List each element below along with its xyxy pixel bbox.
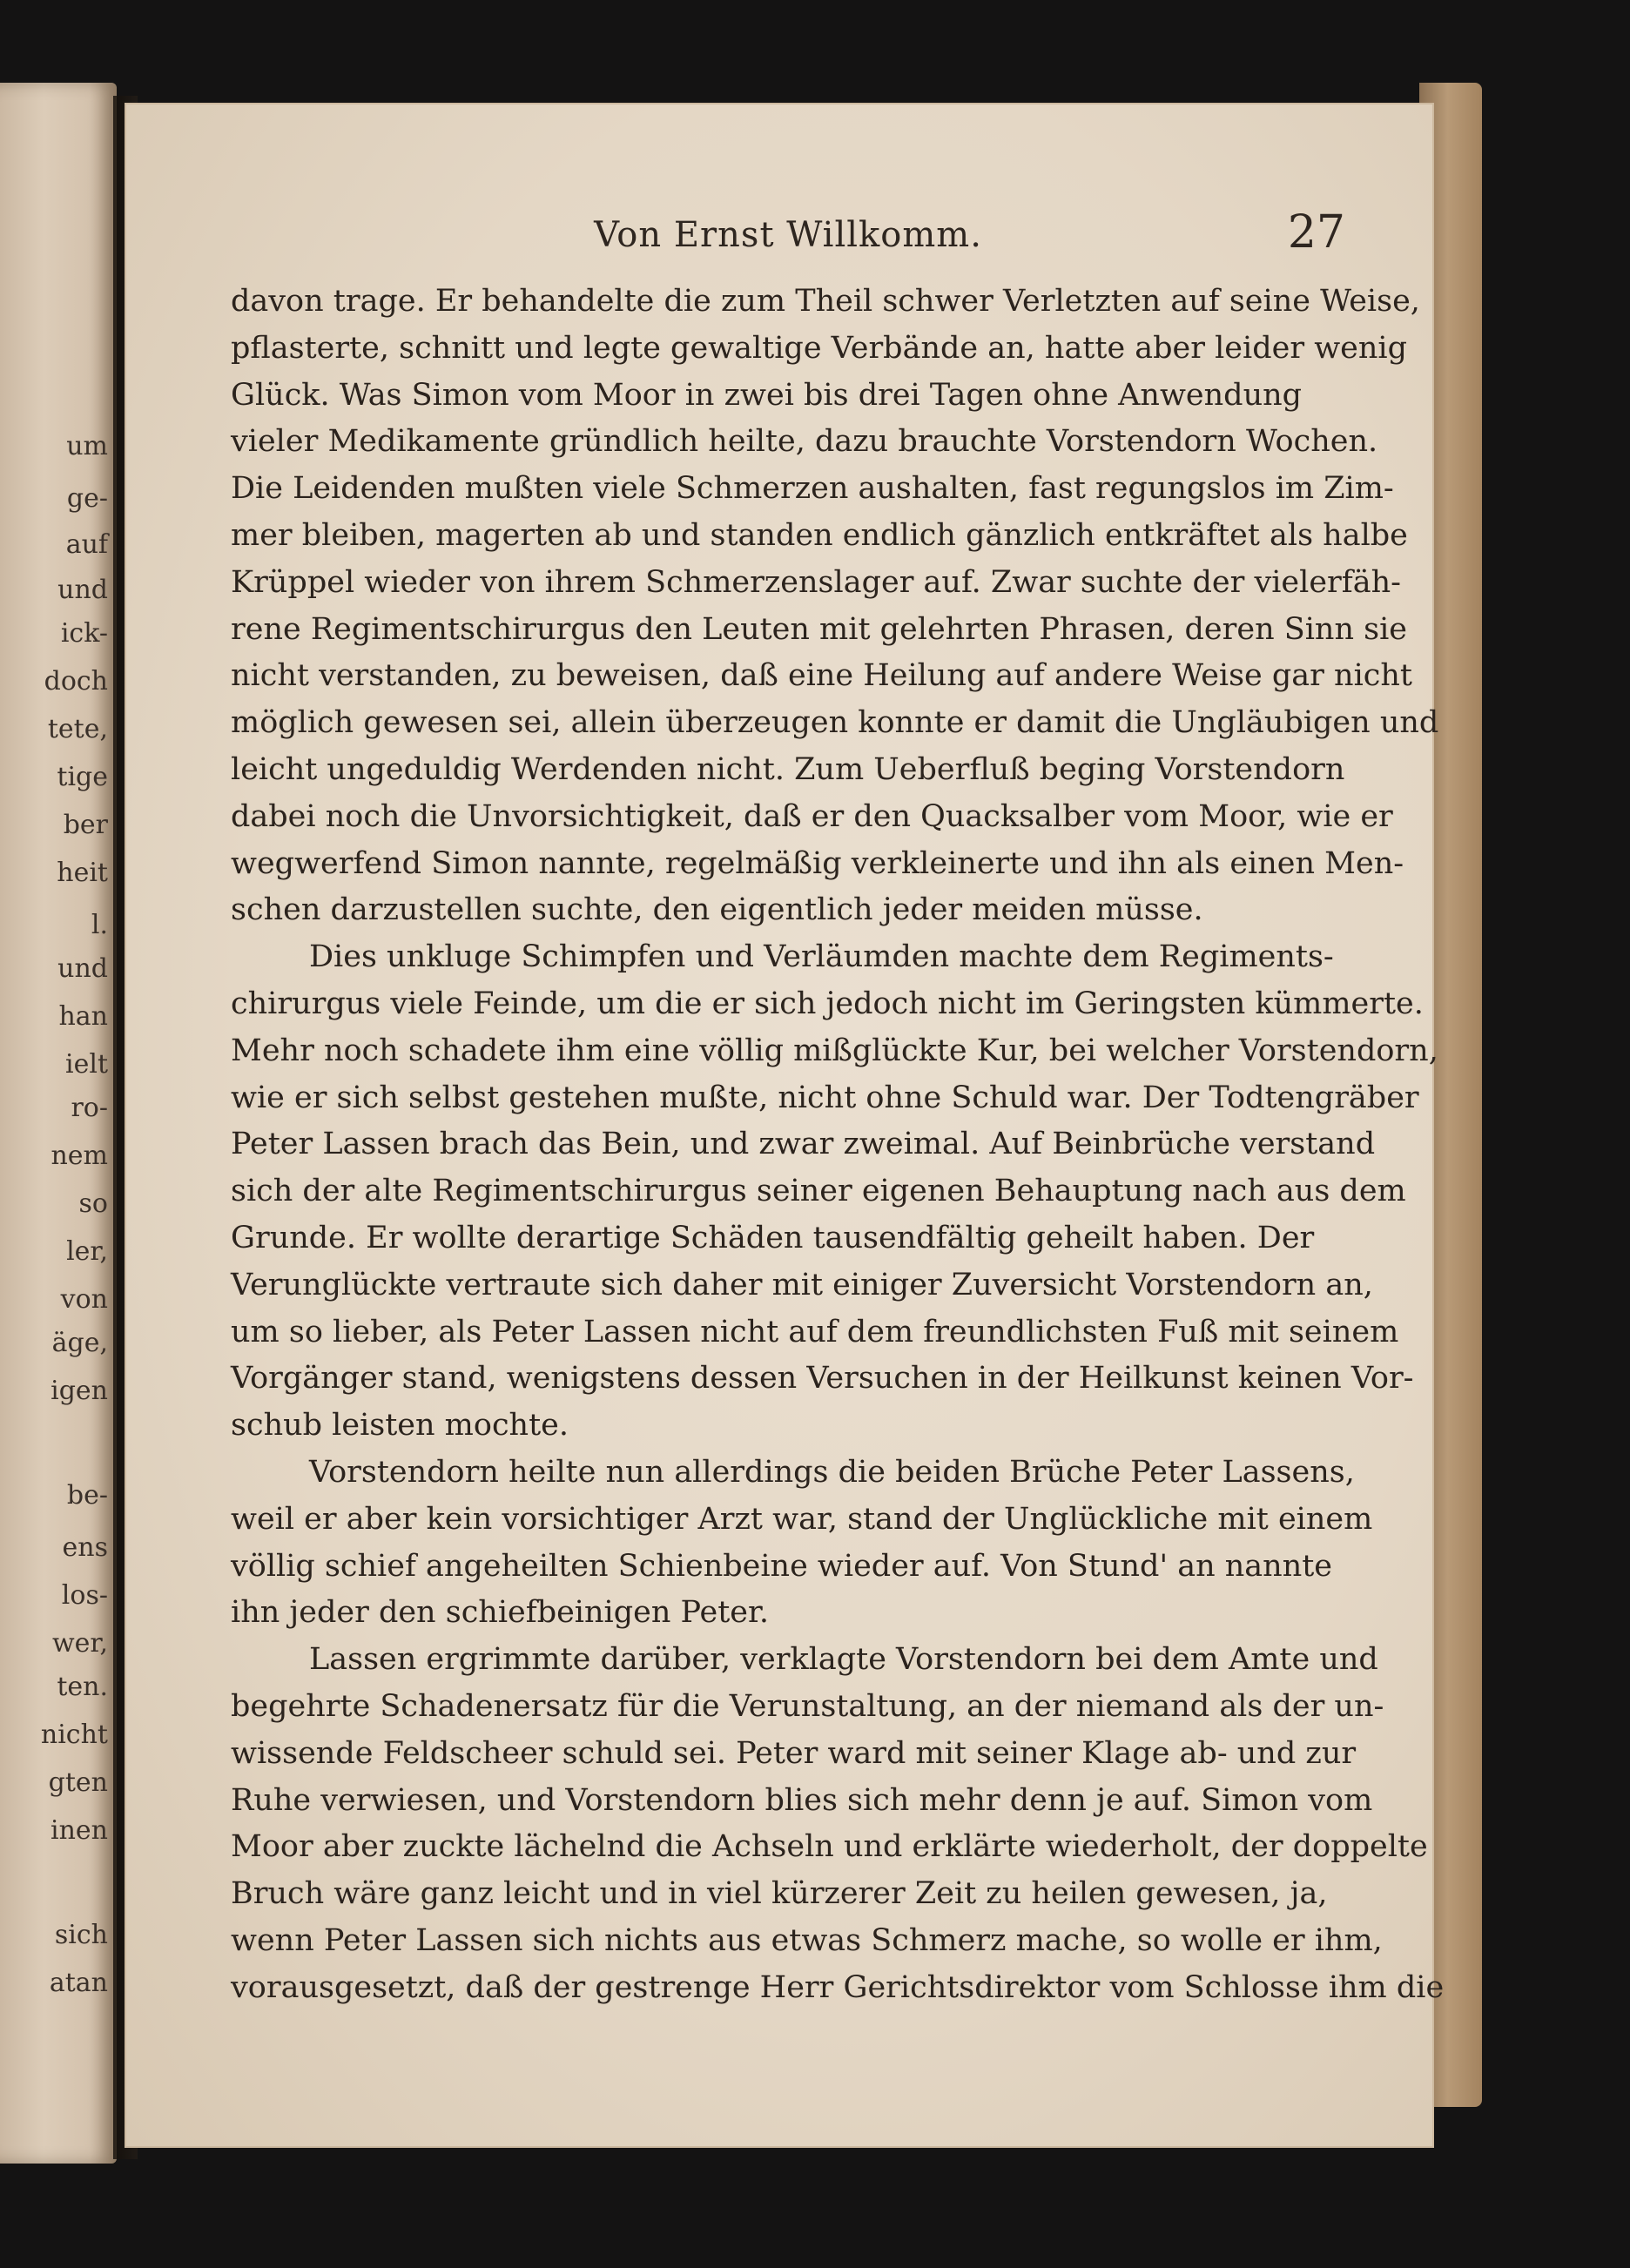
text-line: Bruch wäre ganz leicht und in viel kürzerer Zeit zu heilen gewesen, ja, — [231, 1876, 1328, 1912]
left-page-fragment: ro- — [71, 1093, 108, 1123]
left-page-fragment: um — [66, 431, 108, 461]
previous-page-edge — [0, 83, 117, 2164]
text-line: Verunglückte vertraute sich daher mit einiger Zuversicht Vorstendorn an, — [231, 1267, 1373, 1302]
page-number: 27 — [1287, 206, 1345, 259]
text-line: davon trage. Er behandelte die zum Theil schwer Verletzten auf seine Weise, — [231, 284, 1420, 319]
text-line: pflasterte, schnitt und legte gewaltige Verbände an, hatte aber leider wenig — [231, 330, 1408, 366]
text-line: mer bleiben, magerten ab und standen endlich gänzlich entkräftet als halbe — [231, 517, 1408, 553]
left-page-fragment: nicht — [40, 1720, 108, 1750]
left-page-fragment: heit — [57, 858, 108, 888]
left-page-fragment: atan — [49, 1968, 108, 1998]
left-page-fragment: han — [58, 1001, 108, 1032]
text-line: schen darzustellen suchte, den eigentlich jeder meiden müsse. — [231, 892, 1203, 928]
body-text — [231, 279, 1445, 2011]
left-page-fragment: ber — [63, 810, 108, 840]
text-line: völlig schief angeheilten Schienbeine wieder auf. Von Stund' an nannte — [231, 1548, 1333, 1584]
text-line: Lassen ergrimmte darüber, verklagte Vorstendorn bei dem Amte und — [309, 1642, 1378, 1678]
text-line: Moor aber zuckte lächelnd die Achseln und erklärte wiederholt, der doppelte — [231, 1829, 1428, 1865]
text-line: Peter Lassen brach das Bein, und zwar zweimal. Auf Beinbrüche verstand — [231, 1127, 1376, 1162]
left-page-fragment: tige — [57, 762, 108, 792]
left-page-fragment: ten. — [57, 1672, 108, 1702]
left-page-fragment: los- — [61, 1580, 108, 1611]
text-line: Glück. Was Simon vom Moor in zwei bis drei Tagen ohne Anwendung — [231, 377, 1303, 413]
text-line: ihn jeder den schiefbeinigen Peter. — [231, 1595, 770, 1631]
text-line: Vorstendorn heilte nun allerdings die beiden Brüche Peter Lassens, — [309, 1454, 1355, 1490]
left-page-fragment: inen — [51, 1815, 108, 1846]
running-head: Von Ernst Willkomm. — [594, 215, 982, 255]
left-page-fragment: auf — [65, 529, 108, 560]
left-page-fragment: be- — [66, 1480, 108, 1511]
left-page-fragment: und — [57, 953, 108, 984]
left-page-fragment: ielt — [65, 1049, 108, 1080]
left-page-fragment: äge, — [51, 1328, 108, 1358]
text-line: vieler Medikamente gründlich heilte, dazu brauchte Vorstendorn Wochen. — [231, 424, 1378, 460]
text-line: Dies unkluge Schimpfen und Verläumden machte dem Regiments- — [309, 939, 1334, 975]
text-line: um so lieber, als Peter Lassen nicht auf dem freundlichsten Fuß mit seinem — [231, 1314, 1399, 1349]
left-page-fragment: wer, — [51, 1628, 108, 1659]
left-page-fragment: doch — [44, 666, 108, 697]
text-line: wegwerfend Simon nannte, regelmäßig verkleinerte und ihn als einen Men- — [231, 845, 1404, 881]
text-line: wie er sich selbst gestehen mußte, nicht ohne Schuld war. Der Todtengräber — [231, 1080, 1419, 1115]
text-line: chirurgus viele Feinde, um die er sich jedoch nicht im Geringsten kümmerte. — [231, 986, 1424, 1021]
text-line: wissende Feldscheer schuld sei. Peter ward mit seiner Klage ab- und zur — [231, 1735, 1357, 1771]
text-line: begehrte Schadenersatz für die Verunstaltung, an der niemand als der un- — [231, 1688, 1384, 1724]
left-page-fragment: von — [60, 1284, 108, 1315]
text-line: sich der alte Regimentschirurgus seiner eigenen Behauptung nach aus dem — [231, 1174, 1406, 1209]
text-line: möglich gewesen sei, allein überzeugen konnte er damit die Ungläubigen und — [231, 705, 1439, 741]
text-line: leicht ungeduldig Werdenden nicht. Zum Ueberfluß beging Vorstendorn — [231, 751, 1345, 787]
left-page-fragment: und — [57, 575, 108, 605]
text-line: schub leisten mochte. — [231, 1408, 569, 1444]
left-page-fragment: igen — [51, 1376, 108, 1406]
left-page-fragment: ick- — [60, 618, 108, 649]
left-page-fragment: tete, — [47, 714, 108, 744]
text-line: dabei noch die Unvorsichtigkeit, daß er den Quacksalber vom Moor, wie er — [231, 798, 1393, 834]
left-page-fragment: nem — [51, 1141, 108, 1171]
text-line: wenn Peter Lassen sich nichts aus etwas Schmerz mache, so wolle er ihm, — [231, 1922, 1383, 1958]
text-line: Ruhe verwiesen, und Vorstendorn blies sich mehr denn je auf. Simon vom — [231, 1782, 1373, 1818]
book-page — [126, 104, 1445, 2146]
left-page-fragment: ge- — [66, 483, 108, 514]
left-page-fragment: ler, — [66, 1236, 108, 1267]
text-line: weil er aber kein vorsichtiger Arzt war, stand der Unglückliche mit einem — [231, 1501, 1373, 1537]
left-page-fragment: l. — [91, 910, 108, 940]
text-line: rene Regimentschirurgus den Leuten mit gelehrten Phrasen, deren Sinn sie — [231, 611, 1408, 647]
text-line: Krüppel wieder von ihrem Schmerzenslager auf. Zwar suchte der vielerfäh- — [231, 564, 1401, 600]
text-line: vorausgesetzt, daß der gestrenge Herr Gerichtsdirektor vom Schlosse ihm die — [231, 1969, 1445, 2005]
left-page-fragment: so — [78, 1188, 108, 1219]
left-page-fragment: sich — [54, 1920, 108, 1950]
text-line: Die Leidenden mußten viele Schmerzen aushalten, fast regungslos im Zim- — [231, 471, 1394, 507]
page-header — [231, 205, 1345, 266]
text-line: Mehr noch schadete ihm eine völlig mißglückte Kur, bei welcher Vorstendorn, — [231, 1033, 1438, 1068]
text-line: nicht verstanden, zu beweisen, daß eine Heilung auf andere Weise gar nicht — [231, 658, 1412, 694]
left-page-fragment: gten — [48, 1767, 108, 1798]
left-page-fragment: ens — [62, 1532, 108, 1563]
text-line: Grunde. Er wollte derartige Schäden tausendfältig geheilt haben. Der — [231, 1220, 1315, 1255]
text-line: Vorgänger stand, wenigstens dessen Versuchen in der Heilkunst keinen Vor- — [231, 1361, 1414, 1396]
